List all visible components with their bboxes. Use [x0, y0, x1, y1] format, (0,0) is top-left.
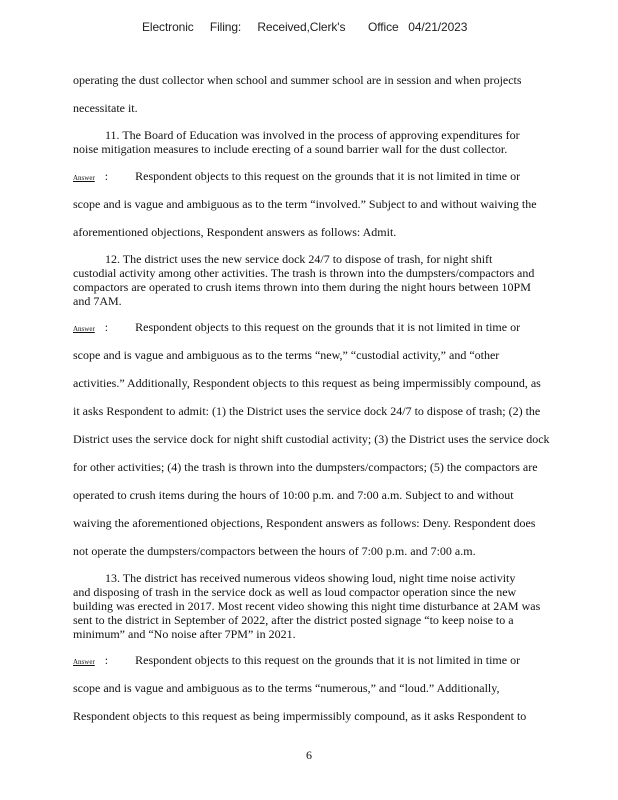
request-13-line: building was erected in 2017. Most recent video showing this night time disturbance at 2AM was — [73, 599, 541, 613]
text-line: operating the dust collector when school and summer school are in session and when projects — [73, 73, 522, 87]
answer-label: Answer — [73, 658, 95, 666]
request-12-line: custodial activity among other activities. The trash is thrown into the dumpsters/compactors and — [73, 266, 535, 280]
answer-label: Answer — [73, 325, 95, 333]
text-line: Respondent objects to this request on the grounds that it is not limited in time or — [135, 320, 521, 334]
answer-colon: : — [104, 653, 109, 667]
text-line: District uses the service dock for night shift custodial activity; (3) the District uses the service dock — [73, 432, 550, 446]
answer-11-line — [73, 169, 603, 185]
text-line: waiving the aforementioned objections, Respondent answers as follows: Deny. Respondent does — [73, 516, 536, 530]
text-line: Respondent objects to this request on the grounds that it is not limited in time or — [135, 653, 521, 667]
efiling-stamp: Electronic Filing: Received,Clerk's Office 04/21/2023 — [142, 20, 468, 34]
answer-colon: : — [104, 320, 109, 334]
answer-13-line — [73, 653, 603, 669]
text-line: not operate the dumpsters/compactors between the hours of 7:00 p.m. and 7:00 a.m. — [73, 544, 476, 558]
text-line: operated to crush items during the hours of 10:00 p.m. and 7:00 a.m. Subject to and without — [73, 488, 514, 502]
page-number: 6 — [306, 748, 312, 762]
request-12-line: and 7AM. — [73, 294, 122, 308]
text-line: for other activities; (4) the trash is thrown into the dumpsters/compactors; (5) the compactors are — [73, 460, 538, 474]
text-line: it asks Respondent to admit: (1) the District uses the service dock 24/7 to dispose of trash; (2) the — [73, 404, 541, 418]
text-line: scope and is vague and ambiguous as to the term “involved.” Subject to and without waiving the — [73, 197, 537, 211]
request-12-line: 12. The district uses the new service dock 24/7 to dispose of trash, for night shift — [105, 252, 493, 266]
text-line: aforementioned objections, Respondent answers as follows: Admit. — [73, 225, 397, 239]
request-13-line: minimum” and “No noise after 7PM” in 2021. — [73, 627, 296, 641]
answer-12-line — [73, 320, 603, 336]
request-12-line: compactors are operated to crush items thrown into them during the night hours between 10PM — [73, 280, 531, 294]
answer-label: Answer — [73, 174, 95, 182]
text-line: activities.” Additionally, Respondent objects to this request as being impermissibly compound, as — [73, 376, 541, 390]
request-11-line: 11. The Board of Education was involved in the process of approving expenditures for — [105, 128, 520, 142]
request-13-line: 13. The district has received numerous videos showing loud, night time noise activity — [105, 571, 516, 585]
request-13-line: and disposing of trash in the service dock as well as loud compactor operation since the new — [73, 585, 517, 599]
text-line: Respondent objects to this request on the grounds that it is not limited in time or — [135, 169, 521, 183]
answer-colon: : — [104, 169, 109, 183]
text-line: scope and is vague and ambiguous as to the terms “new,” “custodial activity,” and “other — [73, 348, 500, 362]
request-11-line: noise mitigation measures to include erecting of a sound barrier wall for the dust collector. — [73, 142, 508, 156]
request-13-line: sent to the district in September of 2022, after the district posted signage “to keep noise to a — [73, 613, 514, 627]
text-line: necessitate it. — [73, 101, 138, 115]
text-line: scope and is vague and ambiguous as to the terms “numerous,” and “loud.” Additionally, — [73, 681, 500, 695]
text-line: Respondent objects to this request as being impermissibly compound, as it asks Respondent to — [73, 709, 527, 723]
